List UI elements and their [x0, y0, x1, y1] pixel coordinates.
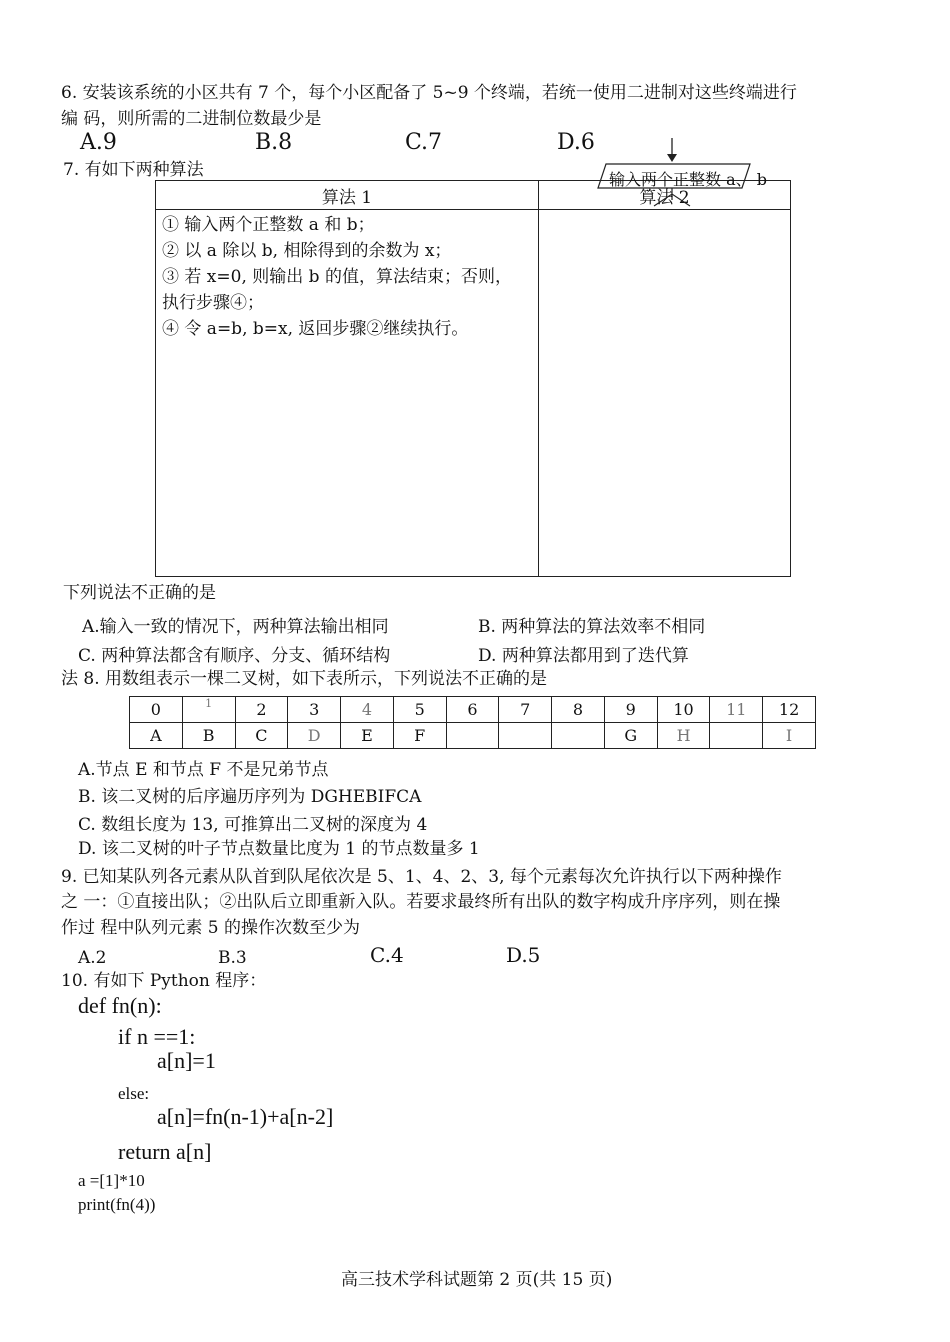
value-cell [499, 723, 552, 749]
index-cell: 4 [341, 697, 394, 723]
value-cell: E [341, 723, 394, 749]
index-cell: 5 [393, 697, 446, 723]
value-cell: C [235, 723, 288, 749]
index-cell: 12 [763, 697, 816, 723]
index-cell: 3 [288, 697, 341, 723]
value-cell [446, 723, 499, 749]
q10-intro: 10. 有如下 Python 程序： [61, 971, 267, 991]
q6-line1: 6. 安装该系统的小区共有 7 个，每个小区配备了 5~9 个终端，若统一使用二进制对这些终端进行 [61, 83, 797, 103]
algorithm1-step-3: ③ 若 x=0, 则输出 b 的值，算法结束；否则， 执行步骤④； [162, 267, 512, 313]
q8-option-d: D. 该二叉树的叶子节点数量比度为 1 的节点数量多 1 [78, 839, 480, 859]
index-cell: 10 [657, 697, 710, 723]
index-cell: 11 [710, 697, 763, 723]
q9-option-d: D.5 [506, 943, 541, 967]
q7-option-b: B. 两种算法的算法效率不相同 [478, 617, 706, 637]
algorithm1-step-4: ④ 令 a=b, b=x, 返回步骤②继续执行。 [162, 319, 469, 339]
algorithm1-steps [156, 210, 539, 577]
q7-question: 下列说法不正确的是 [63, 583, 216, 603]
q6-option-a: A.9 [80, 130, 117, 155]
flow-input-text: 输入两个正整数 a、 b [609, 170, 767, 189]
code-line-print: print(fn(4)) [78, 1195, 156, 1214]
q7-intro: 7. 有如下两种算法 [63, 160, 204, 180]
value-cell [710, 723, 763, 749]
algorithm-table [155, 180, 791, 577]
index-cell: 1 [182, 697, 235, 723]
q9-option-b: B.3 [218, 948, 247, 968]
code-line-assign2: a[n]=fn(n-1)+a[n-2] [157, 1104, 334, 1129]
code-line-def: def fn(n): [78, 993, 162, 1018]
q6-option-b: B.8 [255, 130, 293, 155]
q9-line2: 之 一：①直接出队；②出队后立即重新入队。若要求最终所有出队的数字构成升序序列，则在操 [61, 892, 781, 912]
value-cell [552, 723, 605, 749]
page-footer: 高三技术学科试题第 2 页(共 15 页) [341, 1270, 613, 1290]
q8-option-c: C. 数组长度为 13, 可推算出二叉树的深度为 4 [78, 815, 428, 835]
value-cell: G [604, 723, 657, 749]
index-cell: 7 [499, 697, 552, 723]
value-cell: A [130, 723, 183, 749]
index-cell: 9 [604, 697, 657, 723]
value-cell: F [393, 723, 446, 749]
q6-option-c: C.7 [405, 130, 443, 155]
array-value-row [130, 723, 816, 749]
index-cell: 0 [130, 697, 183, 723]
q9-line1: 9. 已知某队列各元素从队首到队尾依次是 5、1、4、2、3, 每个元素每次允许执行以下两种操作 [61, 867, 782, 887]
code-line-if: if n ==1: [118, 1024, 196, 1049]
q7-option-c: C. 两种算法都含有顺序、分支、循环结构 [78, 646, 391, 666]
q8-option-b: B. 该二叉树的后序遍历序列为 DGHEBIFCA [78, 787, 422, 807]
flow-arrow-head [667, 154, 677, 162]
algorithm2-header: 算法 2 [539, 181, 791, 210]
array-index-row [130, 697, 816, 723]
algorithm1-header: 算法 1 [156, 181, 539, 210]
code-line-init: a =[1]*10 [78, 1171, 145, 1190]
binary-tree-array-table [129, 696, 816, 749]
index-cell: 8 [552, 697, 605, 723]
q9-line3: 作过 程中队列元素 5 的操作次数至少为 [61, 918, 361, 938]
q7-option-d: D. 两种算法都用到了迭代算 [478, 646, 689, 666]
algorithm2-body [539, 210, 791, 577]
code-line-return: return a[n] [118, 1139, 212, 1164]
q7-option-a: A.输入一致的情况下，两种算法输出相同 [82, 617, 389, 637]
algorithm1-step-1: ① 输入两个正整数 a 和 b； [162, 215, 375, 235]
q6-option-d: D.6 [557, 130, 595, 155]
q9-option-c: C.4 [370, 943, 404, 967]
q8-line: 法 8. 用数组表示一棵二叉树，如下表所示，下列说法不正确的是 [61, 669, 548, 689]
q9-option-a: A.2 [78, 948, 107, 968]
value-cell: D [288, 723, 341, 749]
value-cell: B [182, 723, 235, 749]
index-cell: 2 [235, 697, 288, 723]
code-line-assign1: a[n]=1 [157, 1048, 216, 1073]
value-cell: H [657, 723, 710, 749]
q8-option-a: A.节点 E 和节点 F 不是兄弟节点 [78, 760, 329, 780]
index-cell: 6 [446, 697, 499, 723]
q6-line2: 编 码，则所需的二进制位数最少是 [61, 109, 322, 129]
algorithm1-step-2: ② 以 a 除以 b, 相除得到的余数为 x； [162, 241, 452, 261]
value-cell: I [763, 723, 816, 749]
code-line-else: else: [118, 1084, 150, 1103]
